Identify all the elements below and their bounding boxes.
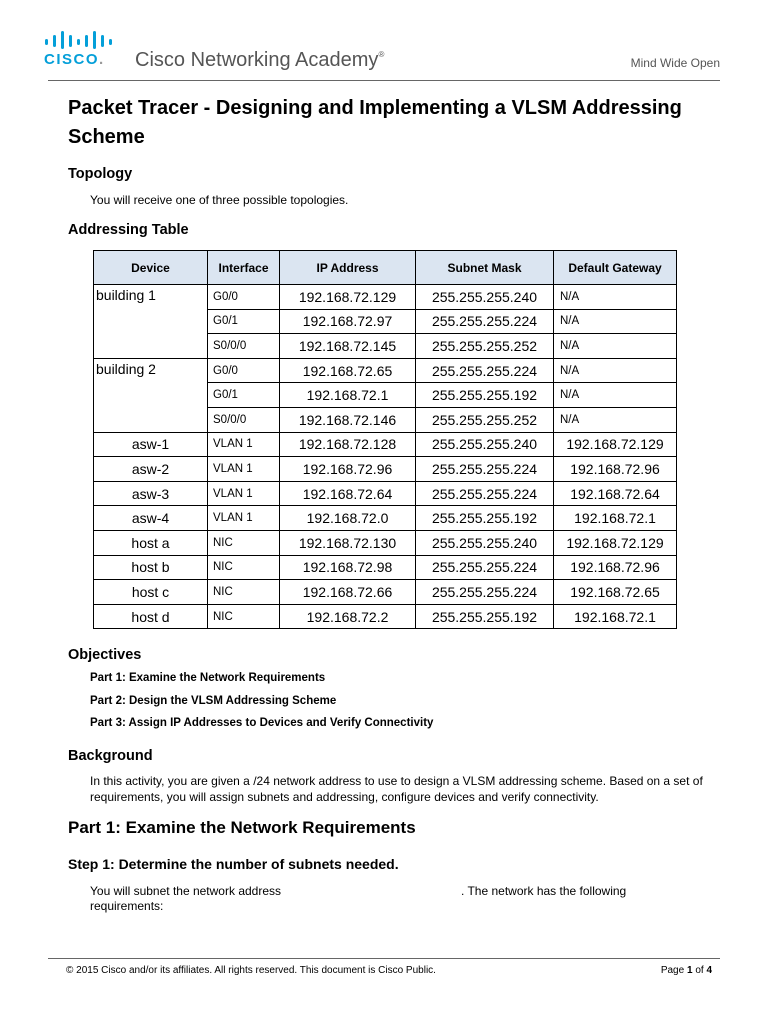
topology-text: You will receive one of three possible topologies. <box>90 193 349 207</box>
gateway-cell: N/A <box>554 309 677 334</box>
ip-cell: 192.168.72.1 <box>280 383 416 408</box>
table-row <box>94 457 677 482</box>
cisco-logo-icon <box>44 31 116 49</box>
interface-cell: VLAN 1 <box>208 432 280 457</box>
interface-cell: S0/0/0 <box>208 334 280 359</box>
step1-text-b: . The network has the following requirements: <box>90 884 627 913</box>
mask-cell: 255.255.255.224 <box>416 358 554 383</box>
addressing-table-heading: Addressing Table <box>68 222 189 238</box>
page-number: Page 1 of 4 <box>660 965 712 976</box>
gateway-cell: N/A <box>554 285 677 310</box>
mask-cell: 255.255.255.192 <box>416 604 554 629</box>
table-row <box>94 506 677 531</box>
academy-name: Cisco Networking Academy® <box>135 49 385 71</box>
cisco-logo-text: CISCO. <box>44 51 105 68</box>
device-cell: asw-3 <box>94 481 208 506</box>
document-title: Packet Tracer - Designing and Implementing a VLSM Addressing Scheme <box>68 97 682 148</box>
interface-cell: NIC <box>208 580 280 605</box>
interface-cell: NIC <box>208 530 280 555</box>
step1-text-a: You will subnet the network address <box>90 884 282 898</box>
device-cell: host c <box>94 580 208 605</box>
objective-item: Part 1: Examine the Network Requirements <box>90 672 326 684</box>
step1-text <box>90 884 650 914</box>
interface-cell: NIC <box>208 555 280 580</box>
ip-cell: 192.168.72.145 <box>280 334 416 359</box>
device-cell: building 2 <box>94 358 208 432</box>
objective-item: Part 3: Assign IP Addresses to Devices and Verify Connectivity <box>90 717 434 729</box>
topology-heading: Topology <box>68 166 133 182</box>
ip-cell: 192.168.72.146 <box>280 407 416 432</box>
ip-cell: 192.168.72.97 <box>280 309 416 334</box>
device-cell: host b <box>94 555 208 580</box>
mask-cell: 255.255.255.240 <box>416 432 554 457</box>
gateway-cell: N/A <box>554 407 677 432</box>
mask-cell: 255.255.255.224 <box>416 580 554 605</box>
tagline: Mind Wide Open <box>630 56 720 70</box>
device-cell: asw-2 <box>94 457 208 482</box>
ip-cell: 192.168.72.64 <box>280 481 416 506</box>
ip-cell: 192.168.72.66 <box>280 580 416 605</box>
table-row <box>94 358 677 383</box>
table-row <box>94 285 677 310</box>
part1-heading: Part 1: Examine the Network Requirements <box>68 818 416 837</box>
col-header-device: Device <box>94 251 208 285</box>
interface-cell: VLAN 1 <box>208 457 280 482</box>
table-row <box>94 530 677 555</box>
interface-cell: G0/0 <box>208 358 280 383</box>
table-row <box>94 580 677 605</box>
mask-cell: 255.255.255.240 <box>416 285 554 310</box>
background-text: In this activity, you are given a /24 network address to use to design a VLSM addressing scheme. Based on a set of requirements, you will assign subnets and addressing, configure devices and verify connectivity. <box>90 774 703 804</box>
ip-cell: 192.168.72.65 <box>280 358 416 383</box>
interface-cell: G0/0 <box>208 285 280 310</box>
gateway-cell: 192.168.72.96 <box>554 555 677 580</box>
footer-divider <box>48 958 720 959</box>
mask-cell: 255.255.255.224 <box>416 481 554 506</box>
device-cell: asw-1 <box>94 432 208 457</box>
mask-cell: 255.255.255.224 <box>416 309 554 334</box>
interface-cell: S0/0/0 <box>208 407 280 432</box>
gateway-cell: 192.168.72.129 <box>554 432 677 457</box>
mask-cell: 255.255.255.192 <box>416 383 554 408</box>
col-header-ip-address: IP Address <box>280 251 416 285</box>
col-header-subnet-mask: Subnet Mask <box>416 251 554 285</box>
gateway-cell: 192.168.72.129 <box>554 530 677 555</box>
device-cell: asw-4 <box>94 506 208 531</box>
addressing-table <box>93 250 677 629</box>
interface-cell: VLAN 1 <box>208 506 280 531</box>
gateway-cell: 192.168.72.1 <box>554 506 677 531</box>
gateway-cell: N/A <box>554 334 677 359</box>
objectives-heading: Objectives <box>68 647 142 663</box>
objective-item: Part 2: Design the VLSM Addressing Scheme <box>90 695 337 707</box>
ip-cell: 192.168.72.2 <box>280 604 416 629</box>
table-row <box>94 481 677 506</box>
gateway-cell: N/A <box>554 358 677 383</box>
gateway-cell: N/A <box>554 383 677 408</box>
gateway-cell: 192.168.72.64 <box>554 481 677 506</box>
mask-cell: 255.255.255.224 <box>416 457 554 482</box>
page-header <box>0 0 768 80</box>
header-divider <box>48 80 720 81</box>
interface-cell: G0/1 <box>208 383 280 408</box>
interface-cell: G0/1 <box>208 309 280 334</box>
ip-cell: 192.168.72.96 <box>280 457 416 482</box>
mask-cell: 255.255.255.192 <box>416 506 554 531</box>
gateway-cell: 192.168.72.1 <box>554 604 677 629</box>
ip-cell: 192.168.72.98 <box>280 555 416 580</box>
table-row <box>94 432 677 457</box>
device-cell: building 1 <box>94 285 208 359</box>
gateway-cell: 192.168.72.96 <box>554 457 677 482</box>
gateway-cell: 192.168.72.65 <box>554 580 677 605</box>
ip-cell: 192.168.72.129 <box>280 285 416 310</box>
mask-cell: 255.255.255.252 <box>416 334 554 359</box>
mask-cell: 255.255.255.252 <box>416 407 554 432</box>
col-header-default-gateway: Default Gateway <box>554 251 677 285</box>
device-cell: host d <box>94 604 208 629</box>
interface-cell: NIC <box>208 604 280 629</box>
table-row <box>94 604 677 629</box>
device-cell: host a <box>94 530 208 555</box>
col-header-interface: Interface <box>208 251 280 285</box>
background-heading: Background <box>68 748 153 764</box>
table-header-row <box>94 251 677 285</box>
mask-cell: 255.255.255.224 <box>416 555 554 580</box>
table-row <box>94 555 677 580</box>
mask-cell: 255.255.255.240 <box>416 530 554 555</box>
step1-heading: Step 1: Determine the number of subnets needed. <box>68 856 399 872</box>
ip-cell: 192.168.72.0 <box>280 506 416 531</box>
ip-cell: 192.168.72.128 <box>280 432 416 457</box>
copyright-text: © 2015 Cisco and/or its affiliates. All rights reserved. This document is Cisco Public. <box>66 965 436 976</box>
interface-cell: VLAN 1 <box>208 481 280 506</box>
ip-cell: 192.168.72.130 <box>280 530 416 555</box>
